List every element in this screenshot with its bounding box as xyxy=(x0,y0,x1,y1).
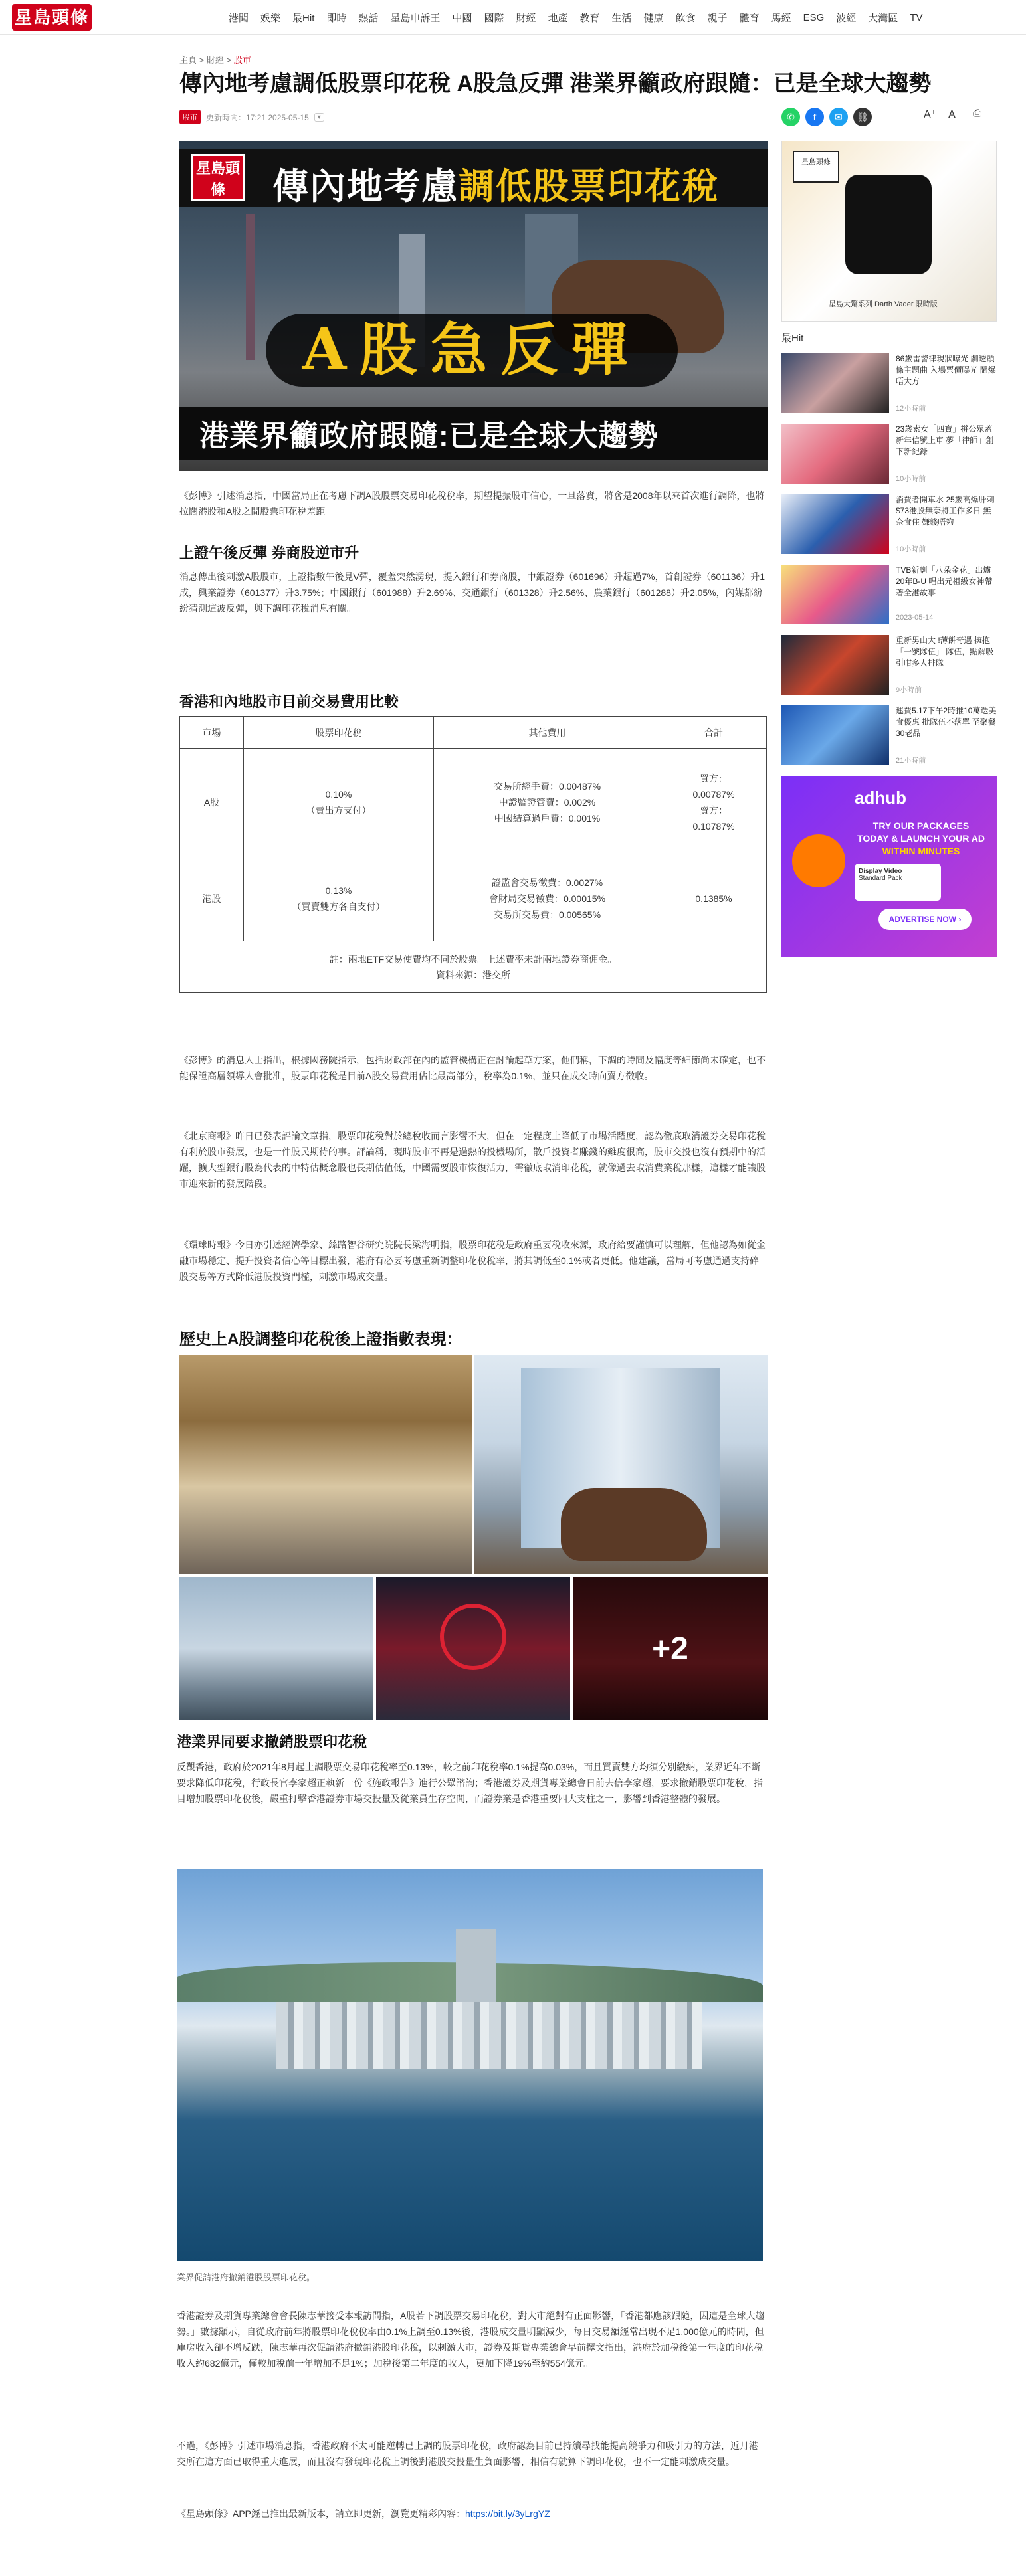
breadcrumb-current[interactable]: 股市 xyxy=(233,55,251,65)
table-header: 合計 xyxy=(661,717,767,749)
sidebar-item-title: 消費者開車水 25歲高爆肝刺 $73港股無奈將工作多日 無奈食住 嫌錢唔夠 xyxy=(896,495,995,527)
cell-line: 0.10% xyxy=(325,788,352,800)
nav-item[interactable]: 教育 xyxy=(579,12,600,24)
paragraph: 反觀香港，政府於2021年8月起上調股票交易印花稅率至0.13%，較之前印花稅率0.1%提高0.03%，而且買賣雙方均須分別繳納，業界近年不斷要求降低印花稅，行政長官李家超正執新一份《施政報告》進行公眾諮詢；香港證券及期貨專業總會日前去信李家超，要求撤銷股票印花稅，指目增加股票印花稅後，嚴重打擊香港證券市場交投量及從業員生存空間，而證券業是香港重要四大支柱之一，影響到香港整體的發展。 xyxy=(177,1762,763,1804)
cell-line: 中國結算過戶費：0.001% xyxy=(494,812,601,824)
category-tag[interactable]: 股市 xyxy=(179,110,201,124)
cell-line: 賣方： xyxy=(700,804,728,816)
article-meta xyxy=(179,109,324,125)
paragraph: 不過，《彭博》引述市場消息指，香港政府不太可能逆轉已上調的股票印花稅，政府認為目前已持續尋找能提高競爭力和吸引力的方法，近月港交所在這方面已取得重大進展，而且沒有發現印花稅上調後對港股交投量生負面影響，相信有就算下調印花稅，也不一定能刺激成交量。 xyxy=(177,2440,758,2467)
ad-brand: 星島頭條 xyxy=(793,151,839,183)
font-decrease-icon[interactable]: A⁻ xyxy=(948,109,962,120)
table-cell xyxy=(244,749,434,856)
cell-line: 會財局交易徵費：0.00015% xyxy=(488,893,606,904)
cell-line: 0.13% xyxy=(325,885,352,896)
share-bar xyxy=(781,108,872,126)
sidebar-item-title: 86歲雷警律現狀曝光 劇透頭條主題曲 入場票價曝光 鬧爆唔大方 xyxy=(896,354,996,386)
nav-item[interactable]: 地產 xyxy=(548,12,568,24)
table-header-row xyxy=(180,717,767,749)
nav-item[interactable]: 體育 xyxy=(739,12,760,24)
paragraph: 消息傳出後刺激A股股市，上證指數午後見V彈，覆蓋突然湧現，提入銀行和券商股，中銀證券（601696）升超過7%，首創證券（601136）升1成，興業證券（601377）升3.75%；中國銀行（601988）升2.69%、交通銀行（601328）升2.56%、農業銀行（601288）升2.05%，內媒都紛紛猜測這波反彈，與下調印花稅消息有關。 xyxy=(179,571,766,614)
whatsapp-icon[interactable]: ✆ xyxy=(781,108,800,126)
cell-line: 0.10787% xyxy=(692,820,735,832)
paragraph: 《環球時報》今日亦引述經濟學家、絲路智谷研究院院長梁海明指，股票印花稅是政府重要稅收來源，政府給要謹慎可以理解，但他認為如從金融市場穩定、提升投資者信心等目標出發，港府有必要考慮重新調整印花稅稅率，將其調低至0.1%或者更低。他建議，當局可考慮通過支持碎股交易等方式降低港股投資門檻，刺激市場成交量。 xyxy=(179,1240,766,1282)
thumbnail xyxy=(781,494,889,554)
ad-card-title: Display Video xyxy=(859,868,902,875)
print-icon[interactable]: ⎙ xyxy=(973,108,982,119)
email-icon[interactable]: ✉ xyxy=(829,108,848,126)
text-tools xyxy=(924,108,981,121)
thumbnail xyxy=(781,565,889,624)
gallery-image[interactable] xyxy=(573,1577,768,1720)
app-link[interactable]: https://bit.ly/3yLrgYZ xyxy=(465,2508,550,2519)
nav-item[interactable]: 即時 xyxy=(326,12,347,24)
pearl-tower-shape xyxy=(246,214,255,360)
thumbnail xyxy=(781,424,889,484)
logo-shape xyxy=(440,1604,506,1670)
cell-line: 交易所經手費：0.00487% xyxy=(493,781,601,792)
sidebar-item[interactable] xyxy=(781,704,997,768)
nav-item[interactable]: ESG xyxy=(803,11,825,23)
ad-brand: adhub xyxy=(855,788,906,808)
table-cell: 港股 xyxy=(180,856,244,941)
table-header: 市場 xyxy=(180,717,244,749)
cell-line: 0.00787% xyxy=(692,788,735,800)
table-cell xyxy=(661,749,767,856)
ad-card-sub: Standard Pack xyxy=(859,875,902,882)
advertise-button[interactable]: ADVERTISE NOW › xyxy=(878,909,972,930)
paragraph: 《北京商報》昨日已發表評論文章指，股票印花稅對於總稅收而言影響不大，但在一定程度上降低了市場活躍度，認為徹底取消證券交易印花稅有利於股市發展，也是一件股民期待的事。評論稱，現時股市不再是過熱的投機場所，散戶投資者賺錢的難度很高，股市交投也沒有預期中的活躍，擴大型銀行股為代表的中特估概念股也長期估值低，中國需要股市恢復活力，需徹底取消印花稅，就像過去取消費業稅那樣，這樣才能讓股市迎來新的發展階段。 xyxy=(179,1131,766,1189)
hero-headline xyxy=(272,158,719,209)
sidebar-item[interactable] xyxy=(781,493,997,557)
gallery-image[interactable] xyxy=(179,1577,373,1720)
hero-image xyxy=(179,141,768,471)
sidebar-item-date: 9小時前 xyxy=(896,686,922,694)
fee-table xyxy=(179,716,767,993)
cell-line: 交易所交易費：0.00565% xyxy=(493,909,601,920)
sidebar-item-title: 重新男山大 !薄餅奇遇 擁抱「一號隊伍」 隊伍，點解吸引咁多人排隊 xyxy=(896,636,994,668)
table-cell xyxy=(244,856,434,941)
chevron-down-icon[interactable]: ▾ xyxy=(314,113,324,122)
watch-shape xyxy=(845,175,932,274)
nav-item[interactable]: 中國 xyxy=(452,12,472,24)
thumbnail xyxy=(781,635,889,695)
nav-item[interactable]: 波經 xyxy=(836,12,857,24)
sidebar-item[interactable] xyxy=(781,634,997,697)
gallery-image[interactable] xyxy=(179,1355,472,1574)
nav-item[interactable]: 港聞 xyxy=(229,12,249,24)
hero-badge: 星島頭條 xyxy=(191,154,245,201)
table-note xyxy=(180,941,767,993)
ad-line: TODAY & LAUNCH YOUR AD xyxy=(857,833,985,844)
hero-mid-text: A股急反彈 xyxy=(266,314,678,387)
table-cell xyxy=(434,856,661,941)
table-header: 其他費用 xyxy=(434,717,661,749)
bull-statue-shape xyxy=(561,1488,707,1561)
nav-item[interactable]: 馬經 xyxy=(771,12,791,24)
nav-item[interactable]: 生活 xyxy=(611,12,632,24)
article-title: 傳內地考慮調低股票印花稅 A股急反彈 港業界籲政府跟隨：已是全球大趨勢 xyxy=(179,71,932,96)
cell-line: 資料來源：港交所 xyxy=(436,969,510,980)
font-increase-icon[interactable]: A⁺ xyxy=(924,109,937,120)
facebook-icon[interactable]: f xyxy=(805,108,824,126)
cell-line: 證監會交易徵費：0.0027% xyxy=(491,877,603,888)
subheading: 上證午後反彈 券商股逆市升 xyxy=(179,545,359,561)
top-header xyxy=(0,0,1026,35)
nav-item[interactable]: TV xyxy=(910,11,923,23)
sidebar-item-date: 21小時前 xyxy=(896,757,926,765)
sidebar-item-date: 2023-05-14 xyxy=(896,614,934,622)
thumbnail xyxy=(781,353,889,413)
ad-line: WITHIN MINUTES xyxy=(882,846,960,856)
paragraph xyxy=(177,2506,765,2522)
clock-icon xyxy=(792,834,845,887)
sidebar-item[interactable] xyxy=(781,352,997,416)
sidebar-item-date: 12小時前 xyxy=(896,405,926,413)
ad-tagline xyxy=(855,820,987,858)
nav-item[interactable]: 熱話 xyxy=(358,12,379,24)
app-promo-text: 《星島頭條》APP經已推出最新版本，請立即更新，瀏覽更精彩內容： xyxy=(177,2508,466,2519)
paragraph: 《彭博》的消息人士指出，根據國務院指示，包括財政部在內的監管機構正在討論起草方案，他們稱，下調的時間及幅度等細節尚未確定，也不能保證高層領導人會批准，股票印花稅是目前A股交易費用佔比最高部分，稅率為0.1%，並只在成交時向賣方徵收。 xyxy=(179,1055,766,1081)
cell-line: 中證監證管費：0.002% xyxy=(498,796,596,808)
skyline-shape xyxy=(276,2002,702,2069)
sidebar-item-title: TVB新劇「八朵金花」出爐20年B-U 唱出元祖級女神帶著全港故事 xyxy=(896,565,993,597)
paragraph: 《彭博》引述消息指，中國當局正在考慮下調A股股票交易印花稅稅率，期望提振股市信心，一旦落實，將會是2008年以來首次進行調降，也將拉闊港股和A股之間股票印花稅差距。 xyxy=(179,490,765,517)
site-logo[interactable]: 星島頭條 xyxy=(12,4,92,31)
sidebar-ad[interactable] xyxy=(781,141,997,322)
table-cell: A股 xyxy=(180,749,244,856)
sidebar-heading: 最Hit xyxy=(781,333,804,344)
sidebar-item[interactable] xyxy=(781,422,997,486)
gallery-more[interactable]: +2 xyxy=(573,1577,768,1720)
nav-item[interactable]: 娛樂 xyxy=(260,12,281,24)
table-cell: 0.1385% xyxy=(661,856,767,941)
table-header: 股票印花稅 xyxy=(244,717,434,749)
table-cell xyxy=(434,749,661,856)
cell-line: 註：兩地ETF交易使費均不同於股票。上述費率未計兩地證券商佣金。 xyxy=(329,953,617,965)
table-row xyxy=(180,941,767,993)
paragraph: 香港證券及期貨專業總會會長陳志華接受本報訪問指，A股若下調股票交易印花稅，對大市絕對有正面影響，「香港都應該跟隨，因這是全球大趨勢。」數據顯示，自從政府前年將股票印花稅稅率由0.1%上調至0.13%後，港股成交量明顯減少，每日交易額經常出現不足1,000億元的時間，但庫房收入卻不增反跌，陳志華再次促請港府撤銷港股印花稅，以刺激大市，證券及期貨專業總會早前擇文指出，港府於加稅後第一年度的印花稅收入約682億元，僅較加稅前一年增加不足1%；加稅後第二年度的收入，更加下降19%至約554億元。 xyxy=(177,2310,765,2369)
nav-item[interactable]: 星島申訴王 xyxy=(390,12,441,24)
breadcrumb-section[interactable]: 財經 xyxy=(206,55,224,65)
cell-line: 買方： xyxy=(700,773,728,784)
thumbnail xyxy=(781,705,889,765)
gallery-title: 歷史上A股調整印花稅後上證指數表現： xyxy=(179,1331,462,1348)
hero-subline: 港業界籲政府跟隨:已是全球大趨勢 xyxy=(199,420,659,452)
nav-item[interactable]: 國際 xyxy=(484,12,504,24)
nav-item[interactable]: 飲食 xyxy=(675,12,696,24)
nav-item[interactable]: 健康 xyxy=(643,12,664,24)
cell-line: （買賣雙方各自支付） xyxy=(292,901,385,912)
nav-item[interactable]: 財經 xyxy=(516,12,536,24)
sidebar-ad[interactable] xyxy=(781,776,997,957)
ad-text: 星島大驚系列 Darth Vader 限時版 xyxy=(829,300,938,308)
gallery-image[interactable] xyxy=(376,1577,570,1720)
sidebar-item[interactable] xyxy=(781,563,997,627)
sidebar-item-title: 運費5.17下午2時推10萬迭美食優惠 批隊伍不落單 至聚餐30老品 xyxy=(896,706,997,738)
breadcrumb: 主頁 > 財經 > 股市 xyxy=(179,55,251,65)
ad-line: TRY OUR PACKAGES xyxy=(872,820,970,831)
updated-time: 更新時間：17:21 2025-05-15 xyxy=(206,112,309,122)
table-row xyxy=(180,749,767,856)
table-row xyxy=(180,856,767,941)
article-photo xyxy=(177,1869,763,2261)
hero-headline-b: 調低股票印花稅 xyxy=(459,167,719,207)
main-nav xyxy=(223,0,928,35)
link-icon[interactable]: ⛓ xyxy=(853,108,872,126)
breadcrumb-home[interactable]: 主頁 xyxy=(179,55,197,65)
sidebar-item-date: 10小時前 xyxy=(896,475,926,483)
gallery-image[interactable] xyxy=(474,1355,768,1574)
ad-card xyxy=(855,864,941,901)
photo-caption: 業界促請港府撤銷港股股票印花稅。 xyxy=(177,2272,316,2282)
nav-item[interactable]: 最Hit xyxy=(292,12,315,24)
nav-item[interactable]: 大灣區 xyxy=(868,12,898,24)
hero-headline-a: 傳內地考慮 xyxy=(272,167,459,207)
nav-item[interactable]: 親子 xyxy=(707,12,728,24)
subheading: 港業界同要求撤銷股票印花稅 xyxy=(177,1734,367,1750)
sidebar-item-title: 23歲索女「四寶」拼公眾蓋新年信號上車 夢「律師」創下新紀錄 xyxy=(896,424,994,456)
sidebar-item-date: 10小時前 xyxy=(896,545,926,553)
table-title: 香港和內地股市目前交易費用比較 xyxy=(179,693,399,710)
cell-line: （賣出方支付） xyxy=(306,804,371,816)
